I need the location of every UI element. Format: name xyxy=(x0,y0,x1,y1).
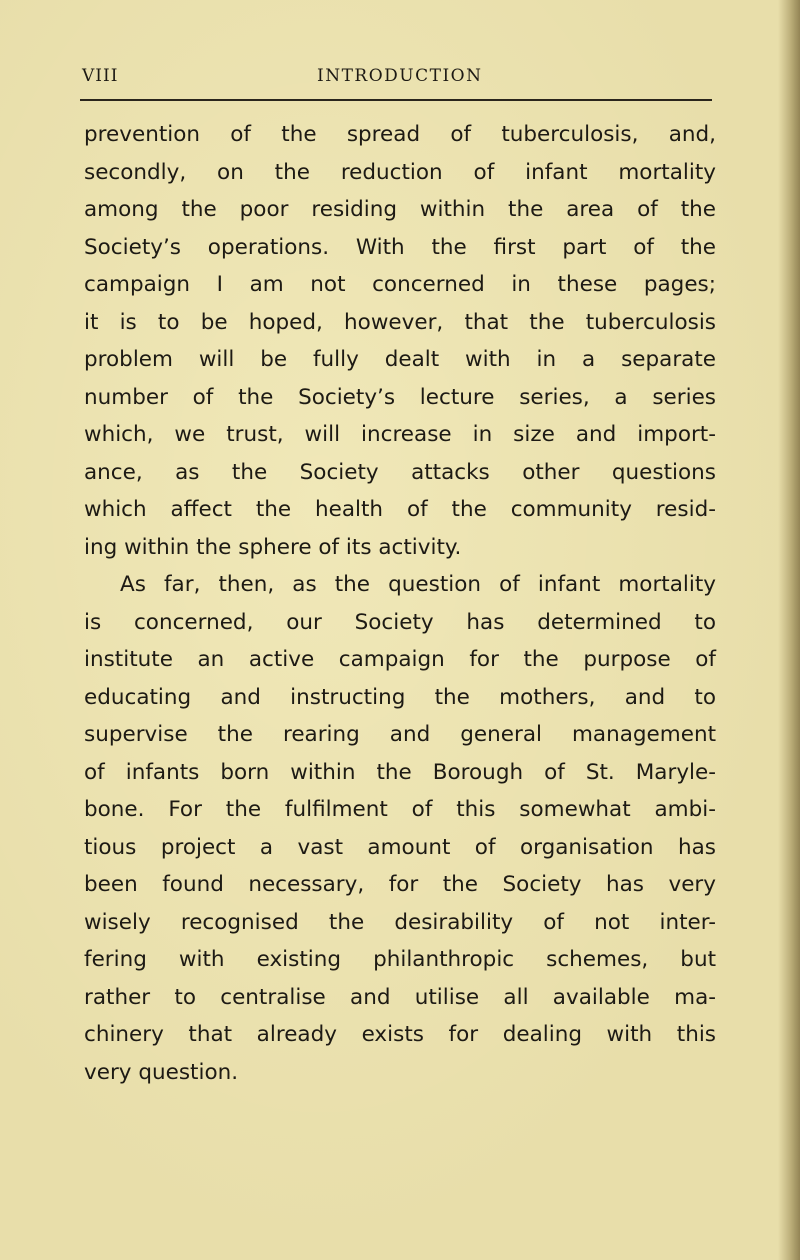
text-line: it is to be hoped, however, that the tuberculosis xyxy=(84,309,716,335)
text-line: chinery that already exists for dealing with this xyxy=(84,1022,716,1047)
text-line: which, we trust, will increase in size and import- xyxy=(84,422,716,447)
text-line: number of the Society’s lecture series, a series xyxy=(84,384,716,410)
paragraph-end-line: ing within the sphere of its activity. xyxy=(84,534,462,560)
text-line: institute an active campaign for the purpose of xyxy=(84,647,716,672)
text-line: Society’s operations. With the first part of the xyxy=(84,234,716,260)
text-line: of infants born within the Borough of St. Maryle- xyxy=(84,759,716,785)
text-line: rather to centralise and utilise all available ma- xyxy=(84,984,716,1010)
text-line: is concerned, our Society has determined to xyxy=(84,609,716,635)
text-line: campaign I am not concerned in these pages; xyxy=(84,272,716,297)
header-rule xyxy=(80,99,712,101)
text-line: educating and instructing the mothers, and to xyxy=(84,684,716,710)
page-header xyxy=(80,66,710,90)
text-line: ance, as the Society attacks other questions xyxy=(84,459,716,485)
page-number: VIII xyxy=(82,66,119,86)
paragraph-start-line: As far, then, as the question of infant mortality xyxy=(120,572,716,597)
text-line: secondly, on the reduction of infant mortality xyxy=(84,159,716,185)
text-line: been found necessary, for the Society has very xyxy=(84,872,716,897)
running-title: INTRODUCTION xyxy=(317,66,483,86)
page-edge-shadow xyxy=(778,0,800,1260)
text-line: wisely recognised the desirability of not inter- xyxy=(84,909,716,935)
text-line: bone. For the fulfilment of this somewhat ambi- xyxy=(84,797,716,822)
paragraph-end-line: very question. xyxy=(84,1059,239,1085)
text-line: prevention of the spread of tuberculosis, and, xyxy=(84,122,716,147)
text-line: problem will be fully dealt with in a separate xyxy=(84,347,716,372)
text-line: which affect the health of the community resid- xyxy=(84,497,716,522)
text-line: fering with existing philanthropic schemes, but xyxy=(84,947,716,972)
body-text xyxy=(84,116,716,1091)
text-line: among the poor residing within the area of the xyxy=(84,197,716,222)
text-line: tious project a vast amount of organisation has xyxy=(84,834,716,860)
text-line: supervise the rearing and general management xyxy=(84,722,716,747)
